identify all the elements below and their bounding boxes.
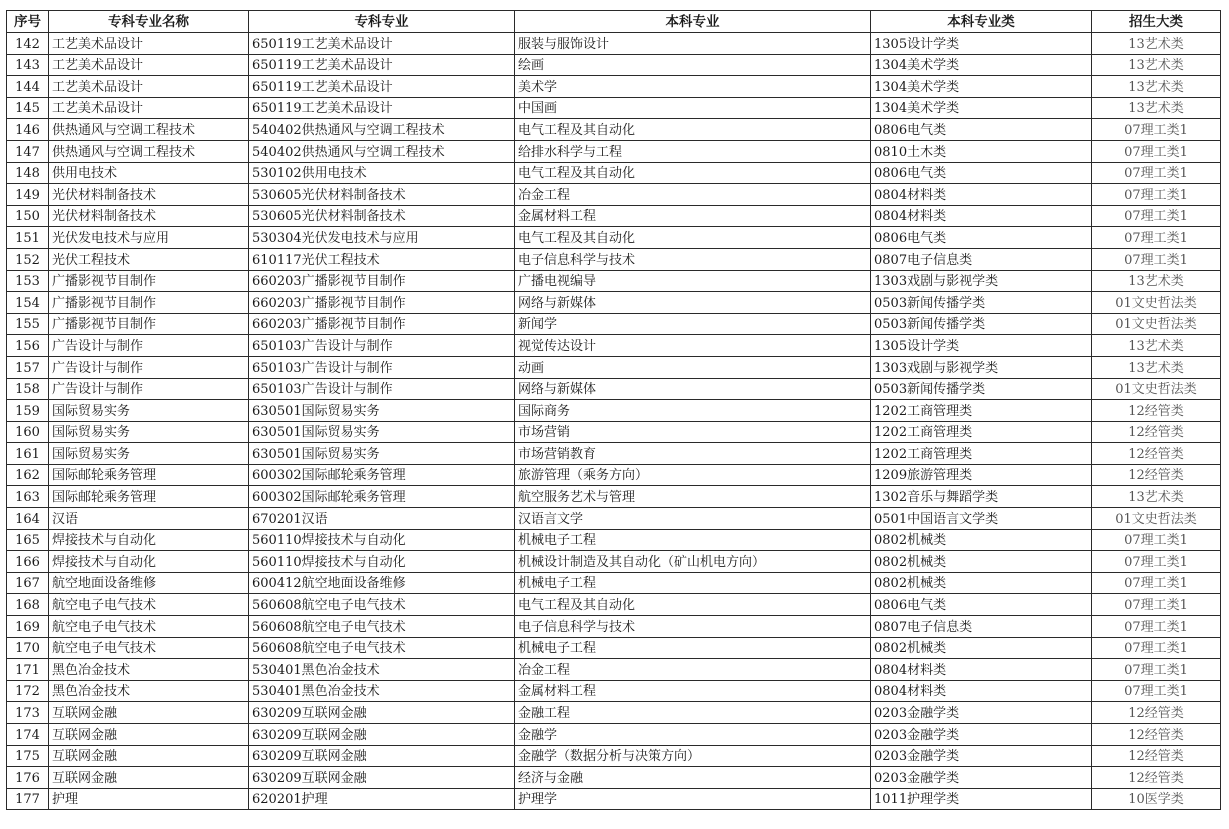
cell-admission-category: 07理工类1	[1092, 140, 1221, 162]
cell-diploma-major-name: 国际贸易实务	[49, 443, 249, 465]
cell-index: 157	[7, 356, 49, 378]
cell-diploma-major: 560110焊接技术与自动化	[249, 529, 515, 551]
cell-diploma-major: 530304光伏发电技术与应用	[249, 227, 515, 249]
cell-bachelor-major-category: 0806电气类	[871, 119, 1092, 141]
table-row	[7, 788, 1221, 810]
cell-diploma-major-name: 互联网金融	[49, 767, 249, 789]
cell-bachelor-major-category: 0804材料类	[871, 680, 1092, 702]
cell-bachelor-major-category: 0203金融学类	[871, 767, 1092, 789]
cell-index: 171	[7, 659, 49, 681]
cell-bachelor-major-category: 0203金融学类	[871, 745, 1092, 767]
table-row	[7, 702, 1221, 724]
cell-index: 150	[7, 205, 49, 227]
table-row	[7, 486, 1221, 508]
cell-bachelor-major-category: 1011护理学类	[871, 788, 1092, 810]
cell-bachelor-major-category: 0804材料类	[871, 184, 1092, 206]
cell-diploma-major: 650119工艺美术品设计	[249, 97, 515, 119]
cell-bachelor-major: 网络与新媒体	[515, 292, 871, 314]
cell-admission-category: 07理工类1	[1092, 572, 1221, 594]
cell-diploma-major-name: 国际邮轮乘务管理	[49, 486, 249, 508]
cell-bachelor-major: 绘画	[515, 54, 871, 76]
cell-bachelor-major-category: 1209旅游管理类	[871, 464, 1092, 486]
cell-bachelor-major-category: 1304美术学类	[871, 54, 1092, 76]
cell-admission-category: 13艺术类	[1092, 486, 1221, 508]
cell-admission-category: 12经管类	[1092, 702, 1221, 724]
cell-index: 160	[7, 421, 49, 443]
cell-diploma-major: 650119工艺美术品设计	[249, 54, 515, 76]
cell-bachelor-major: 给排水科学与工程	[515, 140, 871, 162]
cell-index: 151	[7, 227, 49, 249]
table-row	[7, 400, 1221, 422]
table-row	[7, 248, 1221, 270]
cell-index: 163	[7, 486, 49, 508]
cell-diploma-major: 650119工艺美术品设计	[249, 33, 515, 55]
cell-index: 166	[7, 551, 49, 573]
cell-admission-category: 13艺术类	[1092, 335, 1221, 357]
cell-diploma-major-name: 护理	[49, 788, 249, 810]
cell-bachelor-major-category: 1304美术学类	[871, 97, 1092, 119]
cell-diploma-major: 610117光伏工程技术	[249, 248, 515, 270]
cell-admission-category: 07理工类1	[1092, 529, 1221, 551]
cell-admission-category: 13艺术类	[1092, 356, 1221, 378]
cell-admission-category: 13艺术类	[1092, 33, 1221, 55]
cell-bachelor-major-category: 0503新闻传播学类	[871, 313, 1092, 335]
cell-index: 168	[7, 594, 49, 616]
cell-bachelor-major: 机械电子工程	[515, 529, 871, 551]
cell-bachelor-major: 电子信息科学与技术	[515, 616, 871, 638]
cell-index: 152	[7, 248, 49, 270]
cell-diploma-major-name: 工艺美术品设计	[49, 76, 249, 98]
cell-diploma-major: 560608航空电子电气技术	[249, 594, 515, 616]
table-row	[7, 33, 1221, 55]
cell-index: 146	[7, 119, 49, 141]
cell-admission-category: 07理工类1	[1092, 184, 1221, 206]
cell-bachelor-major-category: 0804材料类	[871, 659, 1092, 681]
cell-diploma-major: 650103广告设计与制作	[249, 335, 515, 357]
header-bachelor-major: 本科专业	[515, 11, 871, 33]
cell-diploma-major-name: 黑色冶金技术	[49, 659, 249, 681]
cell-diploma-major: 530605光伏材料制备技术	[249, 205, 515, 227]
cell-bachelor-major: 金融学（数据分析与决策方向）	[515, 745, 871, 767]
cell-bachelor-major: 经济与金融	[515, 767, 871, 789]
cell-diploma-major-name: 广播影视节目制作	[49, 313, 249, 335]
cell-diploma-major: 630209互联网金融	[249, 724, 515, 746]
cell-bachelor-major-category: 0503新闻传播学类	[871, 292, 1092, 314]
cell-admission-category: 07理工类1	[1092, 205, 1221, 227]
cell-index: 172	[7, 680, 49, 702]
cell-diploma-major: 630209互联网金融	[249, 702, 515, 724]
cell-bachelor-major-category: 0806电气类	[871, 162, 1092, 184]
cell-index: 167	[7, 572, 49, 594]
cell-index: 149	[7, 184, 49, 206]
table-row	[7, 594, 1221, 616]
cell-bachelor-major-category: 0804材料类	[871, 205, 1092, 227]
cell-bachelor-major-category: 0807电子信息类	[871, 616, 1092, 638]
table-row	[7, 270, 1221, 292]
cell-admission-category: 12经管类	[1092, 767, 1221, 789]
table-row	[7, 724, 1221, 746]
cell-index: 173	[7, 702, 49, 724]
cell-diploma-major-name: 光伏材料制备技术	[49, 205, 249, 227]
cell-diploma-major-name: 焊接技术与自动化	[49, 529, 249, 551]
cell-bachelor-major: 国际商务	[515, 400, 871, 422]
cell-index: 162	[7, 464, 49, 486]
cell-bachelor-major: 护理学	[515, 788, 871, 810]
cell-bachelor-major: 金属材料工程	[515, 205, 871, 227]
header-diploma-major-name: 专科专业名称	[49, 11, 249, 33]
cell-admission-category: 12经管类	[1092, 400, 1221, 422]
cell-index: 148	[7, 162, 49, 184]
cell-admission-category: 13艺术类	[1092, 54, 1221, 76]
cell-index: 161	[7, 443, 49, 465]
table-row	[7, 529, 1221, 551]
cell-diploma-major-name: 国际贸易实务	[49, 400, 249, 422]
cell-diploma-major-name: 国际邮轮乘务管理	[49, 464, 249, 486]
cell-admission-category: 07理工类1	[1092, 659, 1221, 681]
table-row	[7, 659, 1221, 681]
cell-index: 143	[7, 54, 49, 76]
cell-bachelor-major-category: 0802机械类	[871, 637, 1092, 659]
header-index: 序号	[7, 11, 49, 33]
cell-admission-category: 12经管类	[1092, 443, 1221, 465]
table-row	[7, 572, 1221, 594]
table-row	[7, 184, 1221, 206]
header-admission-category: 招生大类	[1092, 11, 1221, 33]
cell-index: 145	[7, 97, 49, 119]
cell-bachelor-major-category: 0203金融学类	[871, 724, 1092, 746]
cell-index: 164	[7, 508, 49, 530]
table-row	[7, 745, 1221, 767]
cell-index: 142	[7, 33, 49, 55]
cell-admission-category: 10医学类	[1092, 788, 1221, 810]
cell-index: 156	[7, 335, 49, 357]
cell-diploma-major: 630209互联网金融	[249, 745, 515, 767]
cell-bachelor-major: 金融工程	[515, 702, 871, 724]
cell-admission-category: 07理工类1	[1092, 637, 1221, 659]
table-row	[7, 421, 1221, 443]
table-row	[7, 616, 1221, 638]
cell-diploma-major-name: 广告设计与制作	[49, 335, 249, 357]
major-mapping-table	[6, 10, 1221, 810]
cell-index: 177	[7, 788, 49, 810]
cell-bachelor-major: 电气工程及其自动化	[515, 594, 871, 616]
cell-bachelor-major-category: 0503新闻传播学类	[871, 378, 1092, 400]
cell-bachelor-major: 金融学	[515, 724, 871, 746]
cell-diploma-major-name: 供热通风与空调工程技术	[49, 140, 249, 162]
cell-index: 153	[7, 270, 49, 292]
table-row	[7, 335, 1221, 357]
header-bachelor-major-category: 本科专业类	[871, 11, 1092, 33]
cell-bachelor-major: 电气工程及其自动化	[515, 162, 871, 184]
cell-bachelor-major: 冶金工程	[515, 659, 871, 681]
cell-bachelor-major-category: 0810土木类	[871, 140, 1092, 162]
cell-index: 154	[7, 292, 49, 314]
cell-bachelor-major: 市场营销	[515, 421, 871, 443]
cell-diploma-major-name: 广告设计与制作	[49, 356, 249, 378]
cell-diploma-major: 620201护理	[249, 788, 515, 810]
cell-diploma-major: 670201汉语	[249, 508, 515, 530]
cell-diploma-major-name: 工艺美术品设计	[49, 54, 249, 76]
cell-admission-category: 07理工类1	[1092, 594, 1221, 616]
cell-bachelor-major-category: 0802机械类	[871, 551, 1092, 573]
table-row	[7, 54, 1221, 76]
cell-bachelor-major: 广播电视编导	[515, 270, 871, 292]
cell-bachelor-major-category: 1303戏剧与影视学类	[871, 270, 1092, 292]
cell-bachelor-major: 市场营销教育	[515, 443, 871, 465]
cell-admission-category: 01文史哲法类	[1092, 508, 1221, 530]
cell-diploma-major: 630501国际贸易实务	[249, 400, 515, 422]
table-row	[7, 292, 1221, 314]
cell-index: 169	[7, 616, 49, 638]
cell-bachelor-major: 网络与新媒体	[515, 378, 871, 400]
table-row	[7, 443, 1221, 465]
cell-diploma-major-name: 广播影视节目制作	[49, 292, 249, 314]
cell-admission-category: 07理工类1	[1092, 551, 1221, 573]
cell-admission-category: 01文史哲法类	[1092, 292, 1221, 314]
cell-diploma-major-name: 汉语	[49, 508, 249, 530]
cell-diploma-major-name: 供用电技术	[49, 162, 249, 184]
cell-diploma-major-name: 互联网金融	[49, 702, 249, 724]
table-row	[7, 227, 1221, 249]
cell-diploma-major: 660203广播影视节目制作	[249, 270, 515, 292]
cell-bachelor-major: 金属材料工程	[515, 680, 871, 702]
cell-admission-category: 07理工类1	[1092, 119, 1221, 141]
cell-diploma-major-name: 航空电子电气技术	[49, 616, 249, 638]
table-row	[7, 378, 1221, 400]
cell-admission-category: 01文史哲法类	[1092, 378, 1221, 400]
cell-index: 175	[7, 745, 49, 767]
cell-diploma-major-name: 互联网金融	[49, 724, 249, 746]
cell-diploma-major: 540402供热通风与空调工程技术	[249, 140, 515, 162]
cell-admission-category: 07理工类1	[1092, 227, 1221, 249]
table-row	[7, 76, 1221, 98]
cell-index: 147	[7, 140, 49, 162]
cell-diploma-major: 530401黑色冶金技术	[249, 659, 515, 681]
cell-bachelor-major: 服装与服饰设计	[515, 33, 871, 55]
cell-bachelor-major-category: 1303戏剧与影视学类	[871, 356, 1092, 378]
cell-bachelor-major-category: 1305设计学类	[871, 335, 1092, 357]
cell-bachelor-major-category: 0802机械类	[871, 572, 1092, 594]
cell-diploma-major-name: 互联网金融	[49, 745, 249, 767]
cell-diploma-major-name: 工艺美术品设计	[49, 97, 249, 119]
cell-admission-category: 12经管类	[1092, 724, 1221, 746]
cell-index: 155	[7, 313, 49, 335]
cell-diploma-major: 600412航空地面设备维修	[249, 572, 515, 594]
table-row	[7, 97, 1221, 119]
cell-diploma-major-name: 供热通风与空调工程技术	[49, 119, 249, 141]
cell-index: 158	[7, 378, 49, 400]
cell-bachelor-major: 中国画	[515, 97, 871, 119]
cell-diploma-major-name: 广告设计与制作	[49, 378, 249, 400]
cell-bachelor-major-category: 0806电气类	[871, 227, 1092, 249]
cell-bachelor-major-category: 0807电子信息类	[871, 248, 1092, 270]
cell-index: 174	[7, 724, 49, 746]
cell-bachelor-major-category: 1302音乐与舞蹈学类	[871, 486, 1092, 508]
cell-index: 159	[7, 400, 49, 422]
table-row	[7, 637, 1221, 659]
cell-diploma-major: 660203广播影视节目制作	[249, 313, 515, 335]
cell-bachelor-major-category: 0802机械类	[871, 529, 1092, 551]
cell-diploma-major: 560110焊接技术与自动化	[249, 551, 515, 573]
cell-bachelor-major: 电子信息科学与技术	[515, 248, 871, 270]
cell-bachelor-major-category: 1305设计学类	[871, 33, 1092, 55]
cell-diploma-major-name: 航空地面设备维修	[49, 572, 249, 594]
cell-bachelor-major: 汉语言文学	[515, 508, 871, 530]
cell-index: 144	[7, 76, 49, 98]
cell-bachelor-major: 动画	[515, 356, 871, 378]
cell-diploma-major: 630209互联网金融	[249, 767, 515, 789]
cell-diploma-major-name: 焊接技术与自动化	[49, 551, 249, 573]
cell-diploma-major-name: 国际贸易实务	[49, 421, 249, 443]
cell-index: 176	[7, 767, 49, 789]
header-row	[7, 11, 1221, 33]
cell-diploma-major-name: 航空电子电气技术	[49, 637, 249, 659]
cell-admission-category: 07理工类1	[1092, 248, 1221, 270]
cell-bachelor-major: 冶金工程	[515, 184, 871, 206]
cell-bachelor-major-category: 0203金融学类	[871, 702, 1092, 724]
cell-bachelor-major-category: 0806电气类	[871, 594, 1092, 616]
cell-admission-category: 07理工类1	[1092, 680, 1221, 702]
cell-diploma-major-name: 光伏材料制备技术	[49, 184, 249, 206]
cell-bachelor-major: 新闻学	[515, 313, 871, 335]
header-diploma-major: 专科专业	[249, 11, 515, 33]
cell-index: 170	[7, 637, 49, 659]
cell-bachelor-major: 机械设计制造及其自动化（矿山机电方向）	[515, 551, 871, 573]
cell-diploma-major-name: 工艺美术品设计	[49, 33, 249, 55]
cell-admission-category: 13艺术类	[1092, 270, 1221, 292]
table-row	[7, 767, 1221, 789]
table-row	[7, 313, 1221, 335]
table-row	[7, 680, 1221, 702]
cell-diploma-major: 650103广告设计与制作	[249, 356, 515, 378]
cell-diploma-major-name: 广播影视节目制作	[49, 270, 249, 292]
cell-admission-category: 12经管类	[1092, 464, 1221, 486]
cell-bachelor-major: 旅游管理（乘务方向）	[515, 464, 871, 486]
cell-bachelor-major: 电气工程及其自动化	[515, 227, 871, 249]
cell-bachelor-major: 航空服务艺术与管理	[515, 486, 871, 508]
table-row	[7, 551, 1221, 573]
cell-bachelor-major-category: 1202工商管理类	[871, 421, 1092, 443]
cell-diploma-major: 560608航空电子电气技术	[249, 637, 515, 659]
cell-diploma-major: 540402供热通风与空调工程技术	[249, 119, 515, 141]
cell-diploma-major-name: 黑色冶金技术	[49, 680, 249, 702]
cell-bachelor-major: 机械电子工程	[515, 572, 871, 594]
cell-diploma-major: 530401黑色冶金技术	[249, 680, 515, 702]
cell-diploma-major-name: 光伏工程技术	[49, 248, 249, 270]
table-row	[7, 140, 1221, 162]
cell-bachelor-major: 视觉传达设计	[515, 335, 871, 357]
cell-admission-category: 01文史哲法类	[1092, 313, 1221, 335]
cell-bachelor-major-category: 1304美术学类	[871, 76, 1092, 98]
cell-bachelor-major-category: 1202工商管理类	[871, 443, 1092, 465]
cell-diploma-major: 530605光伏材料制备技术	[249, 184, 515, 206]
cell-diploma-major-name: 光伏发电技术与应用	[49, 227, 249, 249]
cell-bachelor-major: 机械电子工程	[515, 637, 871, 659]
cell-diploma-major: 650119工艺美术品设计	[249, 76, 515, 98]
cell-diploma-major: 530102供用电技术	[249, 162, 515, 184]
cell-diploma-major-name: 航空电子电气技术	[49, 594, 249, 616]
table-row	[7, 205, 1221, 227]
cell-bachelor-major: 电气工程及其自动化	[515, 119, 871, 141]
cell-admission-category: 13艺术类	[1092, 97, 1221, 119]
cell-diploma-major: 600302国际邮轮乘务管理	[249, 486, 515, 508]
cell-bachelor-major-category: 0501中国语言文学类	[871, 508, 1092, 530]
cell-admission-category: 12经管类	[1092, 421, 1221, 443]
table-row	[7, 119, 1221, 141]
table-row	[7, 356, 1221, 378]
cell-bachelor-major: 美术学	[515, 76, 871, 98]
cell-diploma-major: 600302国际邮轮乘务管理	[249, 464, 515, 486]
cell-diploma-major: 650103广告设计与制作	[249, 378, 515, 400]
cell-diploma-major: 560608航空电子电气技术	[249, 616, 515, 638]
cell-bachelor-major-category: 1202工商管理类	[871, 400, 1092, 422]
cell-admission-category: 07理工类1	[1092, 162, 1221, 184]
cell-diploma-major: 630501国际贸易实务	[249, 421, 515, 443]
table-row	[7, 162, 1221, 184]
cell-diploma-major: 660203广播影视节目制作	[249, 292, 515, 314]
table-row	[7, 464, 1221, 486]
cell-admission-category: 13艺术类	[1092, 76, 1221, 98]
cell-index: 165	[7, 529, 49, 551]
table-row	[7, 508, 1221, 530]
cell-admission-category: 07理工类1	[1092, 616, 1221, 638]
cell-admission-category: 12经管类	[1092, 745, 1221, 767]
cell-diploma-major: 630501国际贸易实务	[249, 443, 515, 465]
